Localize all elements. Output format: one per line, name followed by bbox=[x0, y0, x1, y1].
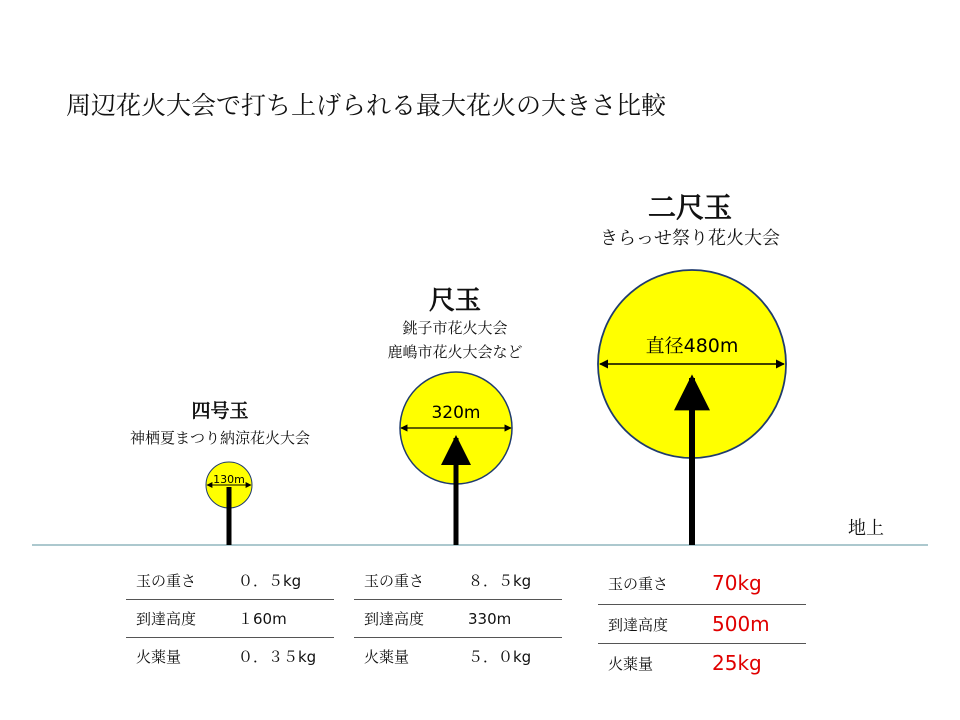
event-nishakudama: きらっせ祭り花火大会 bbox=[600, 228, 780, 249]
event-4gou: 神栖夏まつり納涼花火大会 bbox=[129, 429, 310, 447]
stats-value-highlight: 500m bbox=[712, 612, 770, 636]
stats-row bbox=[598, 605, 806, 644]
stats-value-highlight: 25kg bbox=[712, 651, 762, 675]
stats-value: 330m bbox=[468, 609, 512, 628]
shell-name-nishakudama: 二尺玉 bbox=[647, 191, 732, 224]
stats-label: 到達高度 bbox=[364, 610, 425, 628]
event-shakudama-2: 鹿嶋市花火大会など bbox=[387, 343, 523, 361]
event-shakudama-1: 銚子市花火大会 bbox=[402, 319, 508, 337]
diameter-label-nishakudama: 直径480m bbox=[645, 335, 739, 357]
stats-row bbox=[598, 644, 806, 682]
shell-name-shakudama: 尺玉 bbox=[428, 286, 481, 316]
stats-value: １60m bbox=[238, 610, 287, 628]
stats-row bbox=[354, 600, 562, 638]
diameter-label-4gou: 130m bbox=[213, 473, 245, 486]
stats-label: 玉の重さ bbox=[136, 572, 197, 590]
stats-value: ０．５kg bbox=[238, 572, 302, 590]
stats-value: ５．０kg bbox=[468, 648, 532, 666]
stats-label: 火薬量 bbox=[136, 648, 182, 666]
stats-label: 火薬量 bbox=[608, 654, 654, 673]
stats-row bbox=[126, 600, 334, 638]
ground-label: 地上 bbox=[848, 518, 884, 539]
stats-row bbox=[354, 562, 562, 600]
stats-row bbox=[126, 638, 334, 675]
shell-name-4gou: 四号玉 bbox=[191, 400, 249, 422]
stats-row bbox=[598, 562, 806, 605]
stats-table-4gou bbox=[126, 562, 334, 675]
stats-value: ８．５kg bbox=[468, 572, 532, 590]
diameter-label-shakudama: 320m bbox=[431, 403, 481, 423]
stats-label: 玉の重さ bbox=[608, 574, 669, 593]
stats-label: 到達高度 bbox=[136, 610, 197, 628]
stats-row bbox=[126, 562, 334, 600]
stats-row bbox=[354, 638, 562, 675]
stats-value-highlight: 70kg bbox=[712, 571, 762, 595]
stats-label: 玉の重さ bbox=[364, 572, 425, 590]
stats-value: ０．３５kg bbox=[238, 648, 317, 666]
page-title: 周辺花火大会で打ち上げられる最大花火の大きさ比較 bbox=[66, 91, 667, 120]
stats-table-nishakudama bbox=[598, 562, 806, 682]
stats-label: 火薬量 bbox=[364, 648, 410, 666]
stats-label: 到達高度 bbox=[608, 615, 669, 634]
stats-table-shakudama bbox=[354, 562, 562, 675]
